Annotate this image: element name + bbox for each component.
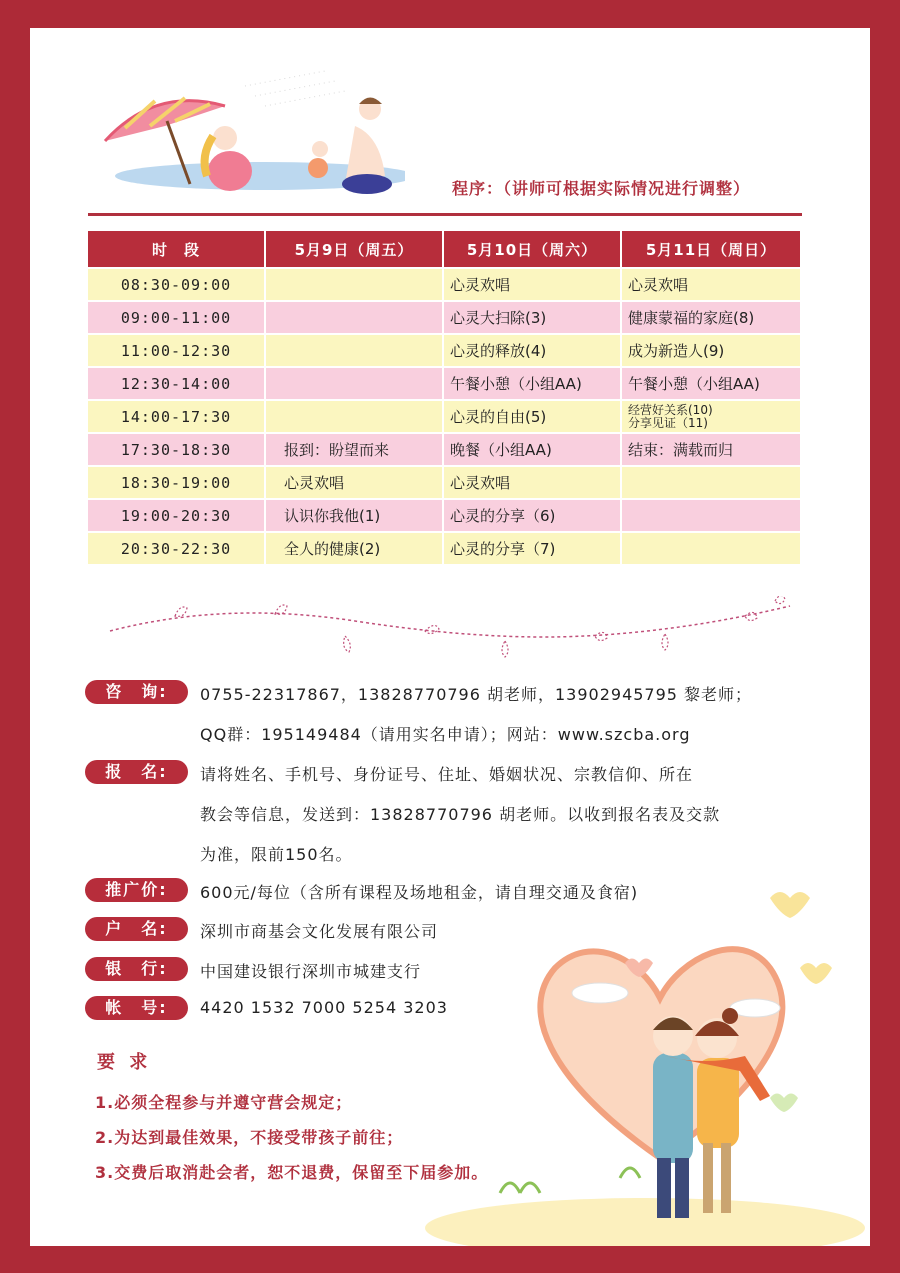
schedule-table: [86, 229, 802, 566]
day1-cell: 报到：盼望而来: [265, 433, 443, 466]
header-day-3: 5月11日（周日）: [621, 230, 801, 268]
day3-cell: 午餐小憩（小组AA): [621, 367, 801, 400]
day1-cell: [265, 301, 443, 334]
table-row: [87, 532, 801, 565]
day1-cell: 心灵欢唱: [265, 466, 443, 499]
requirement-item: 3.交费后取消赴会者，恕不退费，保留至下届参加。: [95, 1163, 489, 1182]
price-text: 600元/每位（含所有课程及场地租金，请自理交通及食宿): [200, 883, 639, 902]
signup-line-2: 教会等信息，发送到：13828770796 胡老师。以收到报名表及交款: [200, 805, 721, 824]
day1-cell: 全人的健康(2): [265, 532, 443, 565]
couple-heart-illustration: [425, 858, 870, 1246]
day2-cell: 晚餐（小组AA): [443, 433, 621, 466]
day3-line-1: 经营好关系(10): [628, 402, 713, 417]
day1-cell: [265, 400, 443, 433]
day2-cell: 心灵大扫除(3): [443, 301, 621, 334]
bank-text: 中国建设银行深圳市城建支行: [200, 962, 422, 981]
flyer-page: [30, 28, 870, 1246]
time-cell: 18:30-19:00: [87, 466, 265, 499]
table-row: [87, 466, 801, 499]
day3-cell-two-lines: [621, 400, 801, 433]
table-row: [87, 367, 801, 400]
day3-cell: 结束：满载而归: [621, 433, 801, 466]
account-name-label: 户 名:: [85, 917, 188, 941]
account-number-text: 4420 1532 7000 5254 3203: [200, 998, 448, 1017]
day1-cell: 认识你我他(1): [265, 499, 443, 532]
day3-cell: 健康蒙福的家庭(8): [621, 301, 801, 334]
day2-cell: 心灵的自由(5): [443, 400, 621, 433]
header-day-1: 5月9日（周五）: [265, 230, 443, 268]
day2-cell: 心灵欢唱: [443, 268, 621, 301]
day3-cell: 心灵欢唱: [621, 268, 801, 301]
table-row: [87, 301, 801, 334]
vine-divider-decoration: [105, 596, 795, 666]
account-number-label: 帐 号:: [85, 996, 188, 1020]
time-cell: 12:30-14:00: [87, 367, 265, 400]
day2-cell: 午餐小憩（小组AA): [443, 367, 621, 400]
requirements-title: 要 求: [97, 1052, 152, 1073]
program-title: 程序：（讲师可根据实际情况进行调整）: [452, 179, 751, 198]
time-cell: 17:30-18:30: [87, 433, 265, 466]
day2-cell: 心灵欢唱: [443, 466, 621, 499]
signup-line-1: 请将姓名、手机号、身份证号、住址、婚姻状况、宗教信仰、所在: [200, 765, 694, 784]
header-time: 时 段: [87, 230, 265, 268]
table-row: [87, 268, 801, 301]
time-cell: 20:30-22:30: [87, 532, 265, 565]
consult-label: 咨 询:: [85, 680, 188, 704]
time-cell: 11:00-12:30: [87, 334, 265, 367]
consult-line-1: 0755-22317867，13828770796 胡老师，13902945795 黎老师；: [200, 685, 753, 704]
time-cell: 19:00-20:30: [87, 499, 265, 532]
account-name-text: 深圳市商基会文化发展有限公司: [200, 922, 439, 941]
day3-line-2: 分享见证（11): [628, 415, 708, 430]
time-cell: 09:00-11:00: [87, 301, 265, 334]
requirement-item: 1.必须全程参与并遵守营会规定；: [95, 1093, 353, 1112]
day2-cell: 心灵的分享（6): [443, 499, 621, 532]
time-cell: 08:30-09:00: [87, 268, 265, 301]
signup-label: 报 名:: [85, 760, 188, 784]
requirement-item: 2.为达到最佳效果，不接受带孩子前往；: [95, 1128, 404, 1147]
table-row: [87, 433, 801, 466]
table-row: [87, 499, 801, 532]
table-row: [87, 334, 801, 367]
day2-cell: 心灵的释放(4): [443, 334, 621, 367]
day1-cell: [265, 268, 443, 301]
day3-cell: [621, 466, 801, 499]
bank-label: 银 行:: [85, 957, 188, 981]
divider-line: [88, 213, 802, 216]
beach-family-illustration: [95, 66, 405, 201]
consult-line-2: QQ群：195149484（请用实名申请）；网站：www.szcba.org: [200, 725, 691, 744]
day3-cell: 成为新造人(9): [621, 334, 801, 367]
day3-cell: [621, 532, 801, 565]
header-day-2: 5月10日（周六）: [443, 230, 621, 268]
day1-cell: [265, 334, 443, 367]
day1-cell: [265, 367, 443, 400]
day2-cell: 心灵的分享（7): [443, 532, 621, 565]
table-row: [87, 400, 801, 433]
time-cell: 14:00-17:30: [87, 400, 265, 433]
price-label: 推广价:: [85, 878, 188, 902]
signup-line-3: 为准，限前150名。: [200, 845, 353, 864]
day3-cell: [621, 499, 801, 532]
schedule-header-row: [87, 230, 801, 268]
